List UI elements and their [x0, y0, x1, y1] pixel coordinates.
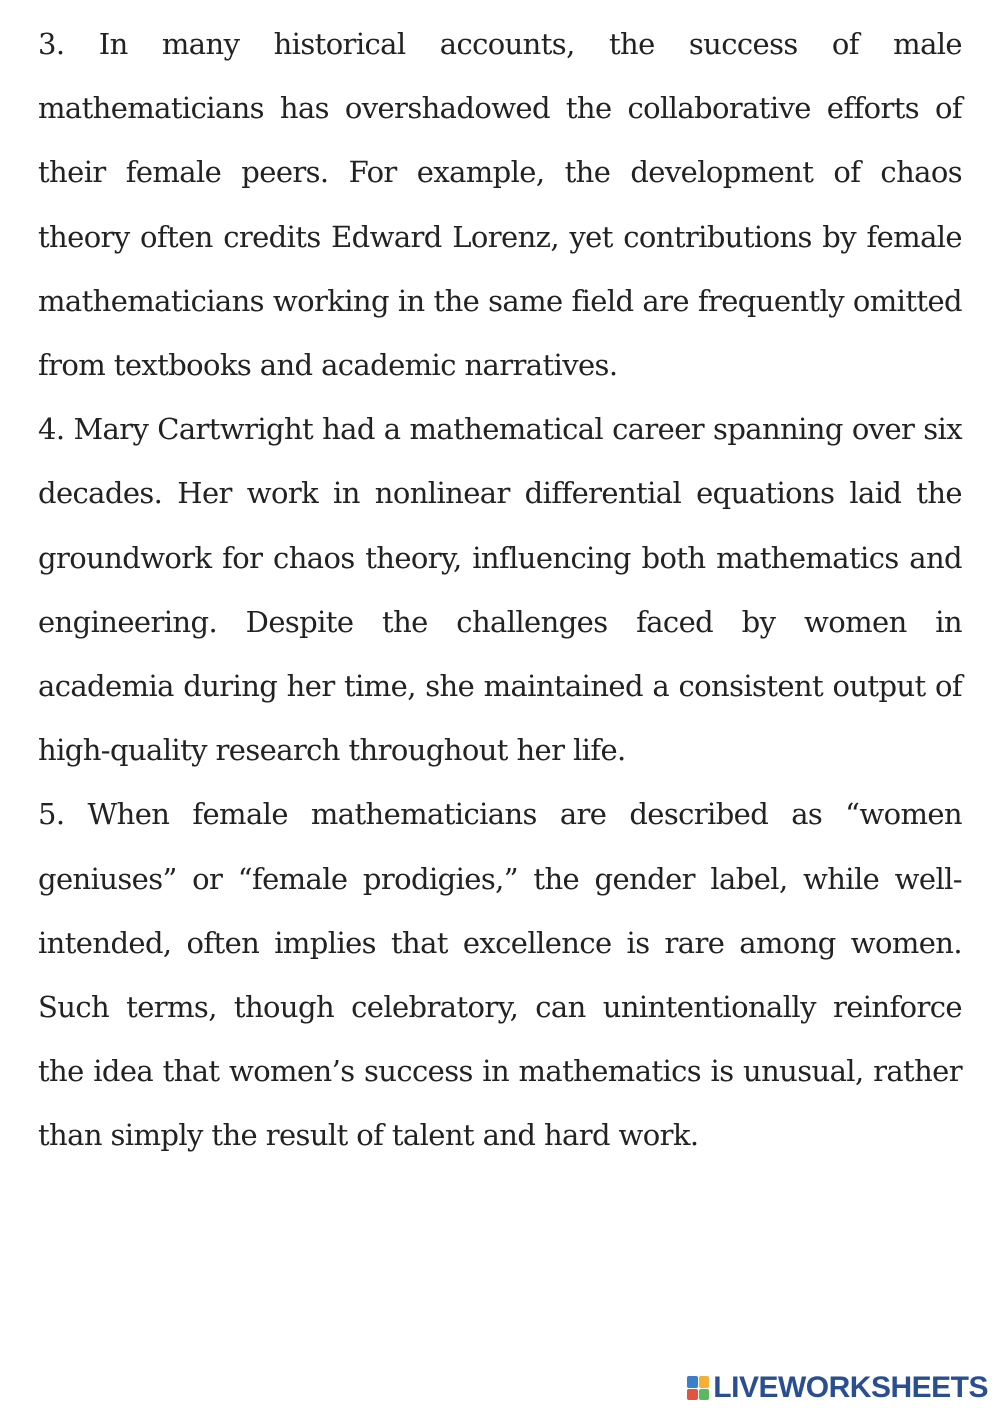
document-body: [38, 12, 962, 1168]
watermark-text: LIVEWORKSHEETS: [713, 1371, 988, 1404]
logo-tile: [699, 1376, 710, 1388]
paragraph-3: 3. In many historical accounts, the success of male mathematicians has overshadowed the collaborative efforts of their female peers. For example, the development of chaos theory often credits Edward Lorenz, yet contributions by female mathematicians working in the same field are frequently omitted from textbooks and academic narratives.: [38, 27, 962, 383]
liveworksheets-logo-icon: [687, 1376, 709, 1400]
logo-tile: [687, 1389, 698, 1401]
logo-tile: [699, 1389, 710, 1401]
liveworksheets-watermark: [687, 1370, 988, 1406]
logo-tile: [687, 1376, 698, 1388]
paragraph-5: 5. When female mathematicians are described as “women geniuses” or “female prodigies,” the gender label, while well-intended, often implies that excellence is rare among women. Such terms, though celebratory, can unintentionally reinforce the idea that women’s success in mathematics is unusual, rather than simply the result of talent and hard work.: [38, 797, 962, 1153]
paragraph-4: 4. Mary Cartwright had a mathematical career spanning over six decades. Her work in nonlinear differential equations laid the groundwork for chaos theory, influencing both mathematics and engineering. Despite the challenges faced by women in academia during her time, she maintained a consistent output of high-quality research throughout her life.: [38, 412, 962, 768]
